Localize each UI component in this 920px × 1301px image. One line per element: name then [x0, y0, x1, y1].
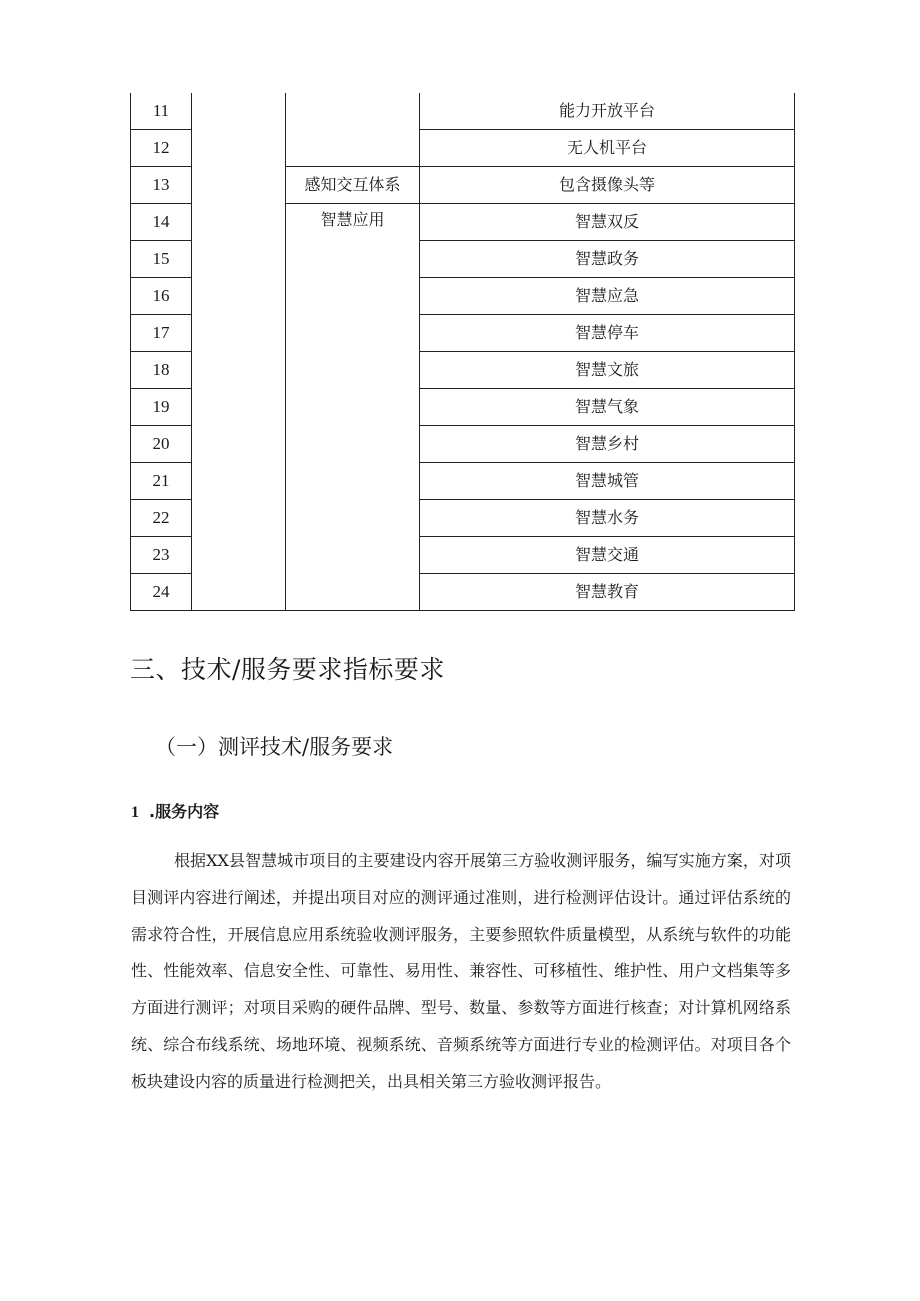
item-cell: 包含摄像头等: [420, 167, 795, 204]
item-cell: 智慧城管: [420, 463, 795, 500]
row-number: 11: [131, 93, 192, 130]
row-number: 22: [131, 500, 192, 537]
item-number: 1: [131, 804, 139, 821]
row-number: 23: [131, 537, 192, 574]
category-cell: 感知交互体系: [286, 167, 420, 204]
item-cell: 智慧停车: [420, 315, 795, 352]
row-number: 20: [131, 426, 192, 463]
item-title: .服务内容: [149, 802, 220, 821]
item-cell: 能力开放平台: [420, 93, 795, 130]
category-cell: 智慧应用: [286, 204, 420, 611]
project-table: [130, 93, 795, 611]
item-cell: 智慧乡村: [420, 426, 795, 463]
row-number: 19: [131, 389, 192, 426]
row-number: 17: [131, 315, 192, 352]
item-cell: 智慧气象: [420, 389, 795, 426]
row-number: 21: [131, 463, 192, 500]
row-number: 24: [131, 574, 192, 611]
item-cell: 无人机平台: [420, 130, 795, 167]
subsection-heading: （一）测评技术/服务要求: [155, 735, 394, 759]
section-heading: 三、技术/服务要求指标要求: [130, 655, 445, 684]
row-number: 12: [131, 130, 192, 167]
item-cell: 智慧政务: [420, 241, 795, 278]
row-number: 13: [131, 167, 192, 204]
body-paragraph: 根据XX县智慧城市项目的主要建设内容开展第三方验收测评服务，编写实施方案，对项目测评内容进行阐述，并提出项目对应的测评通过准则，进行检测评估设计。通过评估系统的需求符合性，开展信息应用系统验收测评服务，主要参照软件质量模型，从系统与软件的功能性、性能效率、信息安全性、可靠性、易用性、兼容性、可移植性、维护性、用户文档集等多方面进行测评；对项目采购的硬件品牌、型号、数量、参数等方面进行核查；对计算机网络系统、综合布线系统、场地环境、视频系统、音频系统等方面进行专业的检测评估。对项目各个板块建设内容的质量进行检测把关，出具相关第三方验收测评报告。: [131, 851, 791, 1091]
item-cell: 智慧教育: [420, 574, 795, 611]
item-heading: [131, 799, 219, 822]
item-cell: 智慧应急: [420, 278, 795, 315]
item-cell: 智慧交通: [420, 537, 795, 574]
row-number: 16: [131, 278, 192, 315]
row-number: 18: [131, 352, 192, 389]
row-number: 15: [131, 241, 192, 278]
table-row: [131, 93, 795, 130]
item-cell: 智慧文旅: [420, 352, 795, 389]
category-cell: [286, 93, 420, 167]
item-cell: 智慧双反: [420, 204, 795, 241]
blank-column: [192, 93, 286, 611]
item-cell: 智慧水务: [420, 500, 795, 537]
row-number: 14: [131, 204, 192, 241]
